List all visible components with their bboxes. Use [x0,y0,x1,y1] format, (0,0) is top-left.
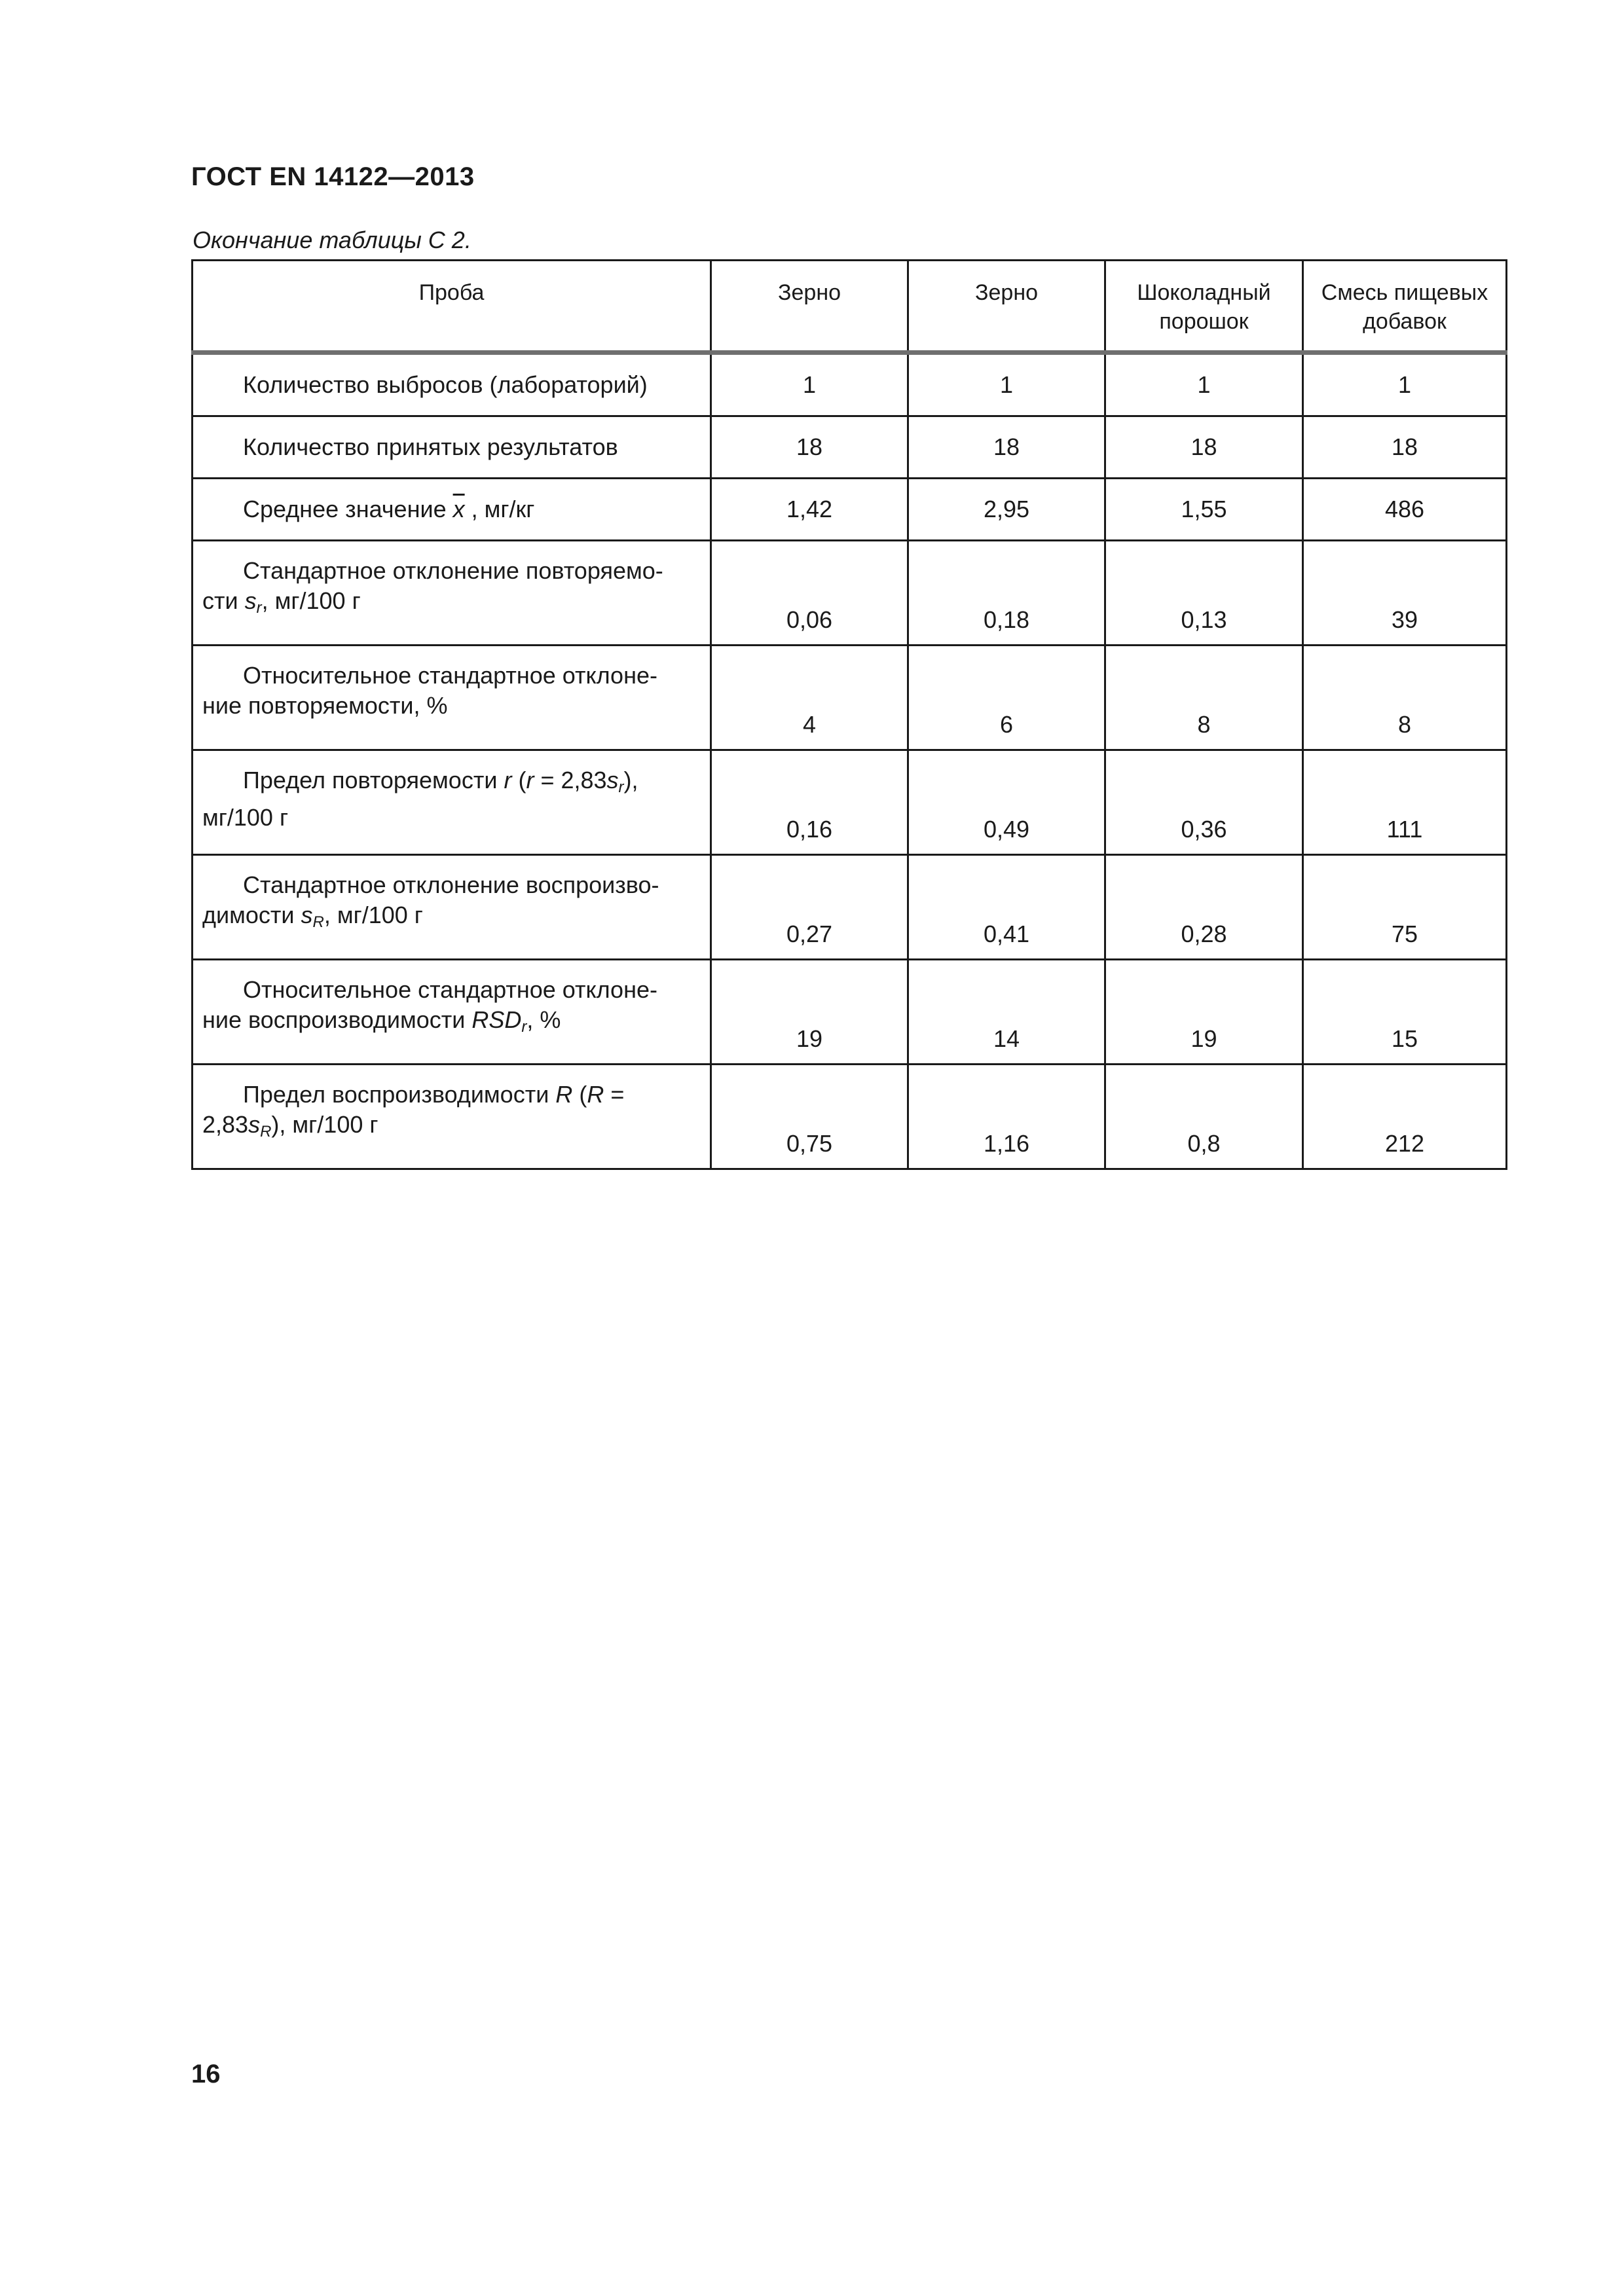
table-row [193,750,1507,855]
table-cell: 0,49 [908,750,1105,855]
row-label: Относительное стандартное отклоне- ние повторяемости, % [193,646,711,750]
table-cell: 486 [1303,479,1507,541]
table-cell: 18 [1105,416,1303,479]
row-label: Относительное стандартное отклоне- ние воспроизводимости $RSD_r$, % [193,960,711,1065]
table-cell: 1 [1303,353,1507,416]
table-row [193,541,1507,646]
document-header: ГОСТ EN 14122—2013 [191,162,475,191]
row-label: Количество принятых результатов [193,416,711,479]
table-cell: 18 [1303,416,1507,479]
row-label: Стандартное отклонение воспроизво- димости $s_R$, мг/100 г [193,855,711,960]
table-row [193,416,1507,479]
table-cell: 1 [908,353,1105,416]
row-label: Количество выбросов (лабораторий) [193,353,711,416]
header-cell-cocoa-powder: Шоколадный порошок [1105,261,1303,353]
table-row [193,646,1507,750]
table-cell: 19 [1105,960,1303,1065]
page-number: 16 [191,2060,221,2088]
header-cell-food-additives: Смесь пищевых добавок [1303,261,1507,353]
table-row [193,855,1507,960]
table-cell: 0,75 [711,1065,908,1169]
table-row [193,960,1507,1065]
table-cell: 75 [1303,855,1507,960]
row-label: Стандартное отклонение повторяемо- сти $s_r$, мг/100 г [193,541,711,646]
row-label: Предел воспроизводимости R (R = $2,83s_R$), мг/100 г [193,1065,711,1169]
table-cell: 212 [1303,1065,1507,1169]
table-row [193,1065,1507,1169]
table-header-row [193,261,1507,353]
row-label: Предел повторяемости r $(r = 2,83s_r)$, мг/100 г [193,750,711,855]
table-row [193,479,1507,541]
header-cell-sample: Проба [193,261,711,353]
table-cell: 18 [908,416,1105,479]
table-row [193,353,1507,416]
table-cell: 0,18 [908,541,1105,646]
header-cell-grain-1: Зерно [711,261,908,353]
table-cell: 111 [1303,750,1507,855]
table-cell: 19 [711,960,908,1065]
table-cell: 15 [1303,960,1507,1065]
table-cell: 4 [711,646,908,750]
table-cell: 8 [1303,646,1507,750]
table-cell: 0,36 [1105,750,1303,855]
row-label: Среднее значение $\overline{x}$ , мг/кг [193,479,711,541]
table-cell: 1,42 [711,479,908,541]
table-cell: 1,16 [908,1065,1105,1169]
table-cell: 8 [1105,646,1303,750]
table-cell: 1,55 [1105,479,1303,541]
table-caption: Окончание таблицы С 2. [193,227,471,253]
table-cell: 0,13 [1105,541,1303,646]
table-cell: 18 [711,416,908,479]
table-cell: 39 [1303,541,1507,646]
table-cell: 2,95 [908,479,1105,541]
header-cell-grain-2: Зерно [908,261,1105,353]
table-cell: 0,16 [711,750,908,855]
table-cell: 0,41 [908,855,1105,960]
data-table [191,259,1507,1170]
table-cell: 1 [1105,353,1303,416]
table-cell: 0,06 [711,541,908,646]
table-cell: 6 [908,646,1105,750]
table-cell: 0,8 [1105,1065,1303,1169]
table-cell: 1 [711,353,908,416]
table-cell: 0,28 [1105,855,1303,960]
table-cell: 14 [908,960,1105,1065]
table-cell: 0,27 [711,855,908,960]
